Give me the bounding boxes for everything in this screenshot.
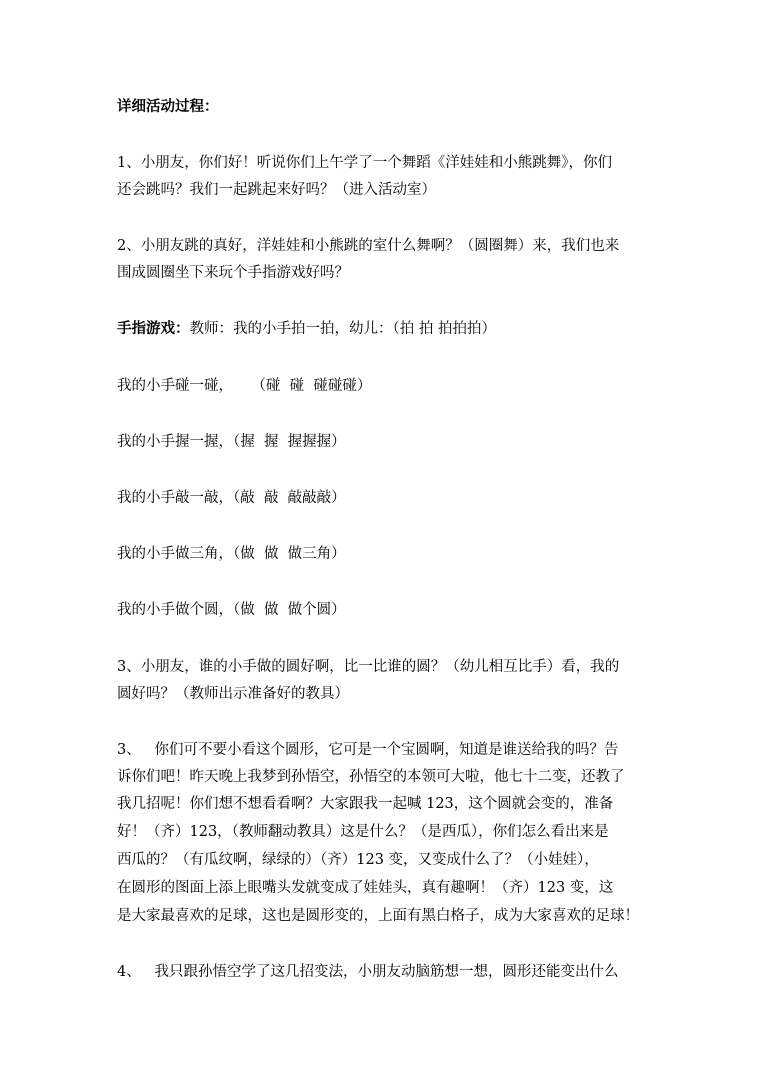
paragraph-4-line-5: 西瓜的？（有瓜纹啊，绿绿的）（齐）123 变，又变成什么了？（小娃娃）， bbox=[117, 852, 599, 868]
paragraph-4-line-4: 好！（齐）123，（教师翻动教具）这是什么？（是西瓜），你们怎么看出来是 bbox=[117, 824, 609, 840]
section-heading: 详细活动过程： bbox=[117, 98, 219, 115]
paragraph-1-line-2: 还会跳吗？我们一起跳起来好吗？（进入活动室） bbox=[117, 182, 436, 198]
paragraph-4-line-2: 诉你们吧！昨天晚上我梦到孙悟空，孙悟空的本领可大啦，他七十二变，还教了 bbox=[117, 769, 625, 785]
paragraph-4-line-7: 是大家最喜欢的足球，这也是圆形变的，上面有黑白格子，成为大家喜欢的足球！ bbox=[117, 908, 639, 924]
paragraph-4-line-1: 3、 你们可不要小看这个圆形，它可是一个宝圆啊，知道是谁送给我的吗？告 bbox=[117, 742, 619, 758]
paragraph-2-line-2: 围成圆圈坐下来玩个手指游戏好吗？ bbox=[117, 265, 349, 281]
paragraph-3-line-1: 3、小朋友，谁的小手做的圆好啊，比一比谁的圆？（幼儿相互比手）看，我的 bbox=[117, 659, 620, 675]
finger-game-intro bbox=[117, 319, 657, 339]
finger-game-line-4: 我的小手做三角，（做 做 做三角） bbox=[117, 546, 346, 562]
finger-game-line-5: 我的小手做个圆，（做 做 做个圆） bbox=[117, 602, 346, 618]
finger-game-line-2: 我的小手握一握，（握 握 握握握） bbox=[117, 434, 346, 450]
paragraph-1-line-1: 1、小朋友，你们好！听说你们上午学了一个舞蹈《洋娃娃和小熊跳舞》，你们 bbox=[117, 155, 612, 171]
paragraph-4-line-6: 在圆形的图面上添上眼嘴头发就变成了娃娃头，真有趣啊！（齐）123 变，这 bbox=[117, 880, 614, 896]
finger-game-intro-text: 教师：我的小手拍一拍，幼儿：（拍 拍 拍拍拍） bbox=[189, 321, 496, 337]
finger-game-line-3: 我的小手敲一敲，（敲 敲 敲敲敲） bbox=[117, 490, 346, 506]
finger-game-label: 手指游戏： bbox=[117, 320, 190, 337]
paragraph-2-line-1: 2、小朋友跳的真好，洋娃娃和小熊跳的室什么舞啊？（圆圈舞）来，我们也来 bbox=[117, 238, 620, 254]
paragraph-3-line-2: 圆好吗？（教师出示准备好的教具） bbox=[117, 686, 349, 702]
finger-game-line-1: 我的小手碰一碰， （碰 碰 碰碰碰） bbox=[117, 378, 372, 394]
paragraph-5-line-1: 4、 我只跟孙悟空学了这几招变法，小朋友动脑筋想一想，圆形还能变出什么 bbox=[117, 964, 619, 980]
paragraph-4-line-3: 我几招呢！你们想不想看看啊？大家跟我一起喊 123，这个圆就会变的，准备 bbox=[117, 796, 614, 812]
